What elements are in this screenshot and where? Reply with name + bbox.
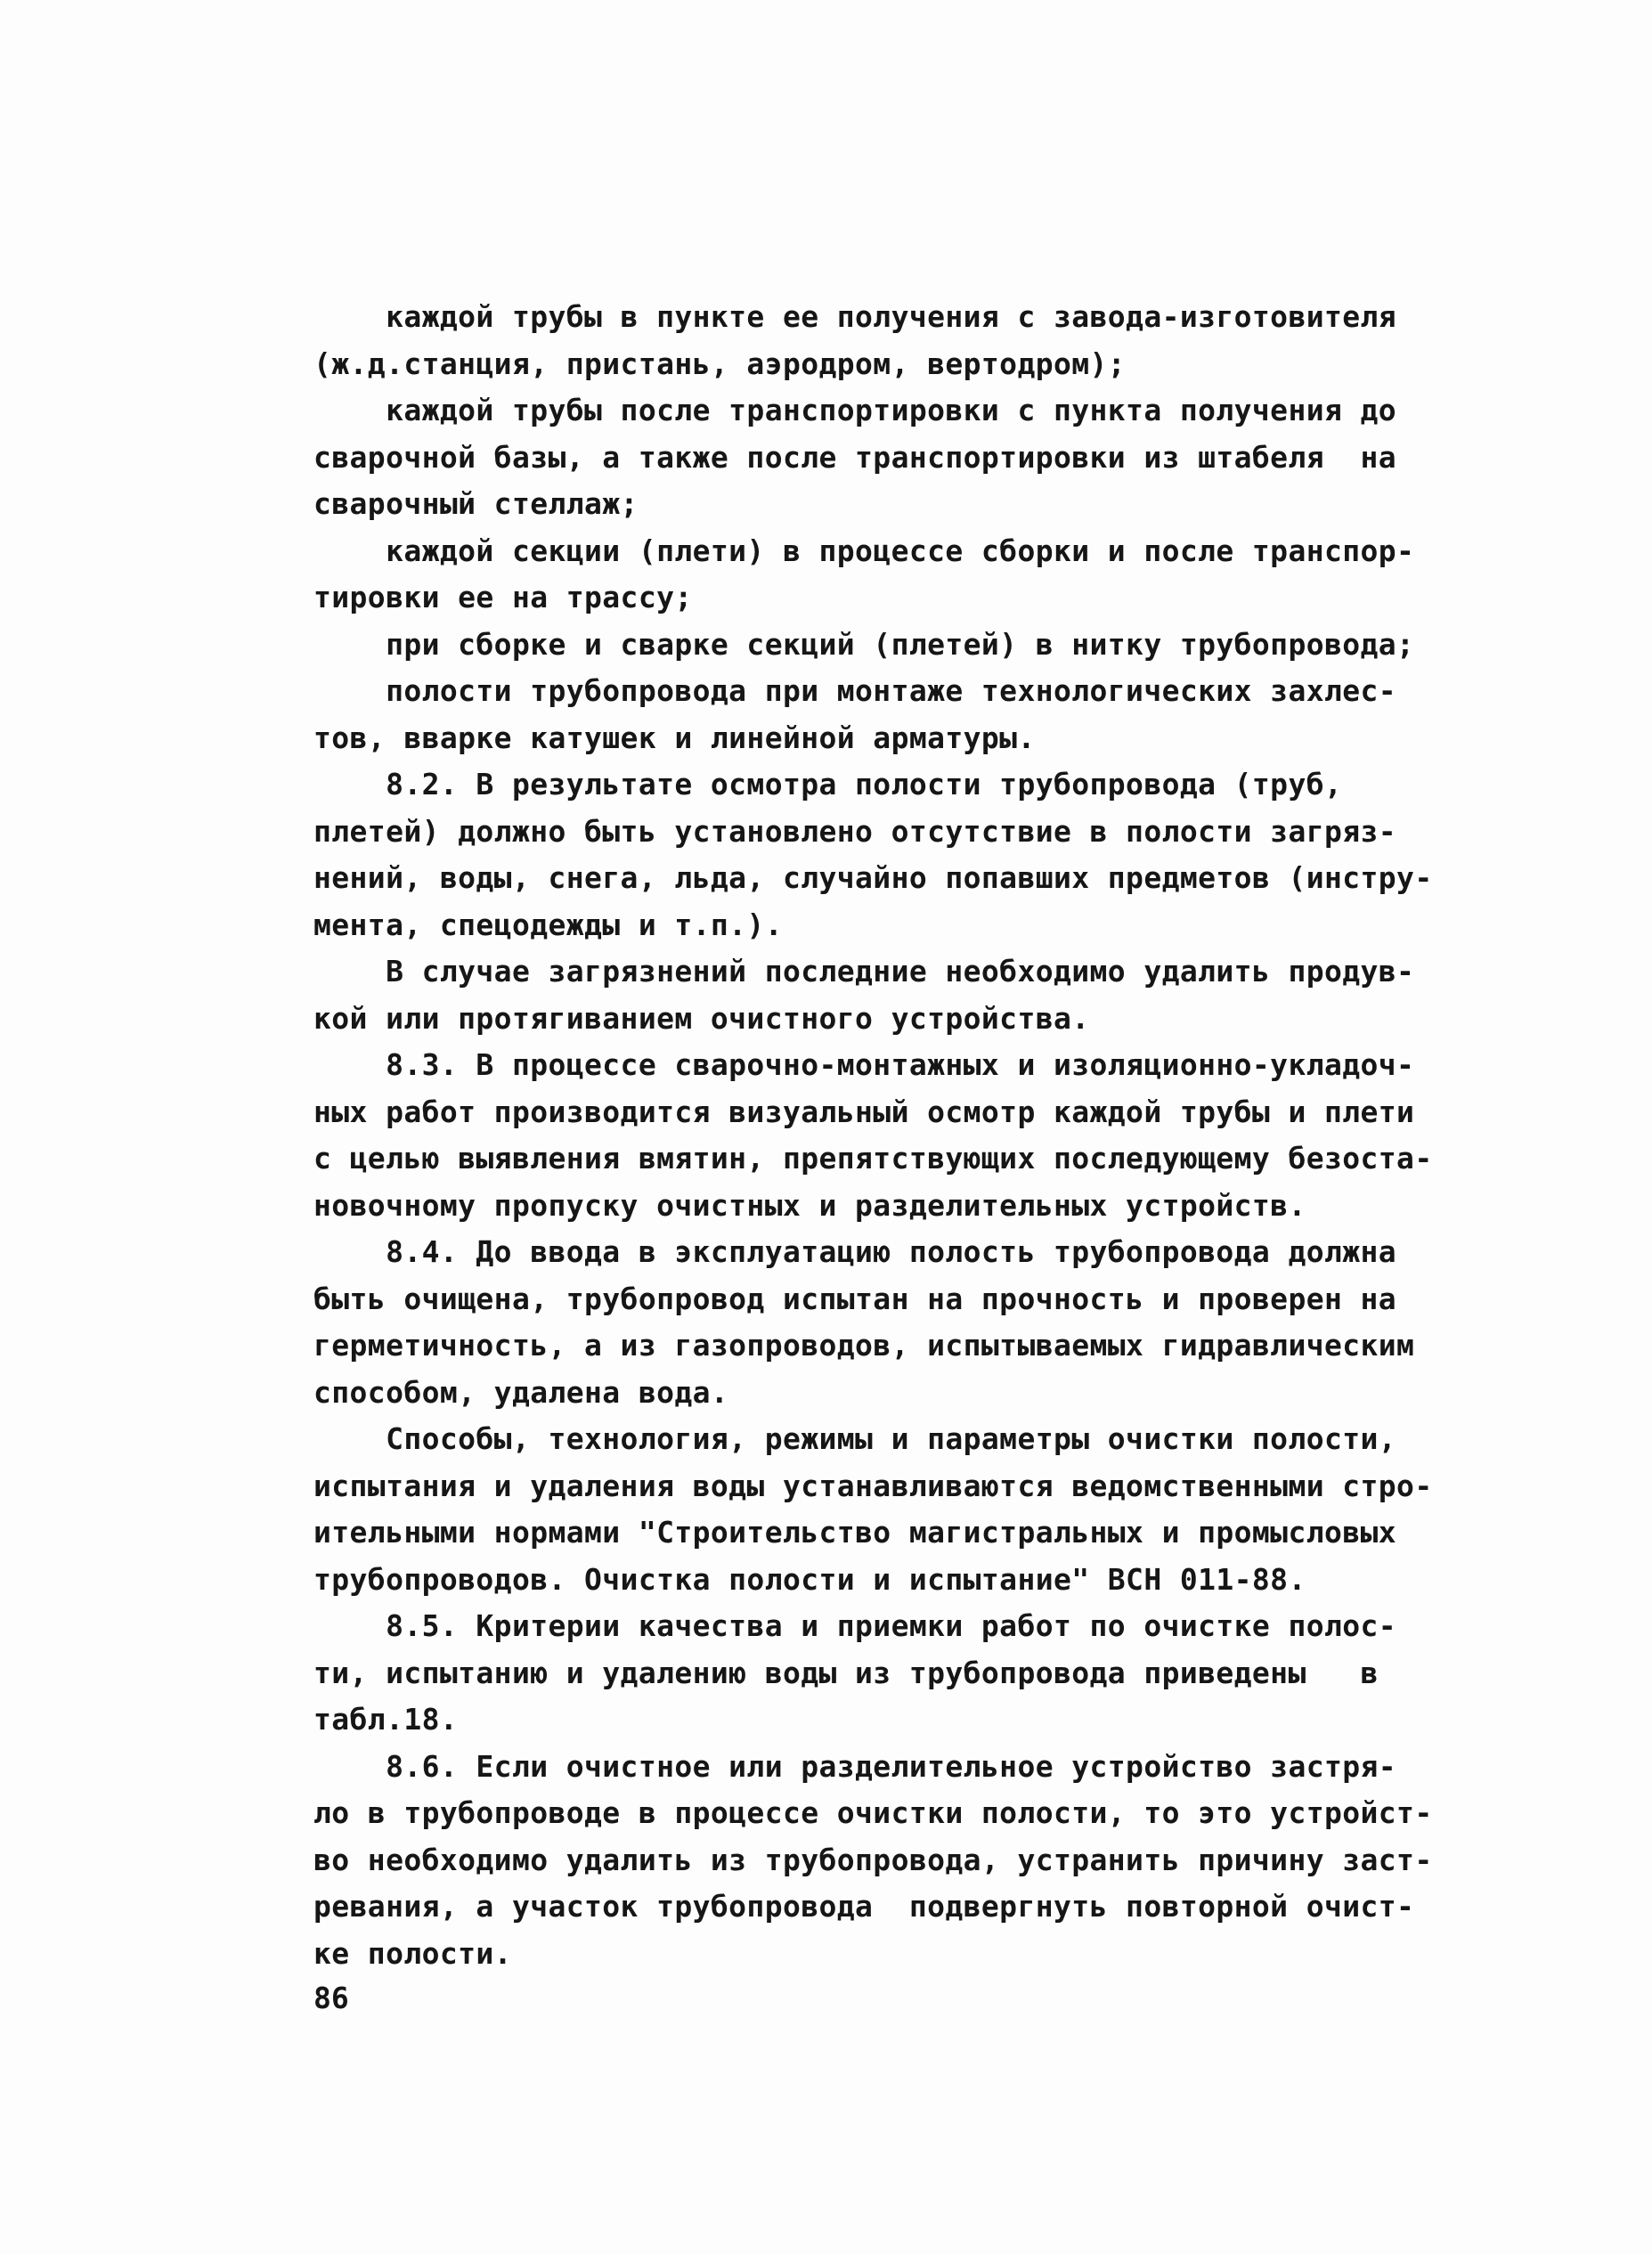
text-line: тов, вварке катушек и линейной арматуры. [313, 720, 1036, 755]
text-line: каждой трубы в пункте ее получения с завода-изготовителя [313, 299, 1397, 334]
text-line: табл.18. [313, 1702, 459, 1737]
text-line: ке полости. [313, 1935, 512, 1971]
text-line: В случае загрязнений последние необходимо удалить продув- [313, 954, 1415, 989]
text-line: трубопроводов. Очистка полости и испытание" ВСН 011-88. [313, 1561, 1306, 1597]
text-line: новочному пропуску очистных и разделительных устройств. [313, 1187, 1306, 1223]
text-line: каждой секции (плети) в процессе сборки и после транспор- [313, 533, 1415, 568]
text-line: 8.6. Если очистное или разделительное устройство застря- [313, 1748, 1397, 1784]
text-line: сварочной базы, а также после транспортировки из штабеля на [313, 439, 1397, 475]
page-number: 86 [313, 1981, 349, 2015]
text-line: тировки ее на трассу; [313, 580, 693, 614]
text-line: Способы, технология, режимы и параметры очистки полости, [313, 1421, 1397, 1456]
text-line: каждой трубы после транспортировки с пункта получения до [313, 393, 1397, 427]
text-line: нений, воды, снега, льда, случайно попавших предметов (инстру- [313, 860, 1433, 895]
text-line: ло в трубопроводе в процессе очистки полости, то это устройст- [313, 1795, 1433, 1830]
text-line: плетей) должно быть установлено отсутствие в полости загряз- [313, 813, 1397, 849]
text-line: с целью выявления вмятин, препятствующих последующему безоста- [313, 1141, 1433, 1176]
text-line: (ж.д.станция, пристань, аэродром, вертодром); [313, 346, 1127, 381]
text-line: мента, спецодежды и т.п.). [313, 907, 783, 942]
text-line: ных работ производится визуальный осмотр каждой трубы и плети [313, 1094, 1415, 1129]
text-line: при сборке и сварке секций (плетей) в нитку трубопровода; [313, 626, 1415, 662]
text-line: полости трубопровода при монтаже технологических захлес- [313, 673, 1397, 708]
text-line: способом, удалена вода. [313, 1374, 729, 1410]
text-line: 8.2. В результате осмотра полости трубопровода (труб, [313, 767, 1343, 802]
text-line: ительными нормами "Строительство магистральных и промысловых [313, 1515, 1397, 1550]
text-line: ти, испытанию и удалению воды из трубопровода приведены в [313, 1655, 1379, 1690]
text-line: во необходимо удалить из трубопровода, устранить причину заст- [313, 1842, 1433, 1877]
text-line: испытания и удаления воды устанавливаются ведомственными стро- [313, 1468, 1433, 1503]
text-line: кой или протягиванием очистного устройства. [313, 1000, 1090, 1036]
text-line: быть очищена, трубопровод испытан на прочность и проверен на [313, 1281, 1397, 1316]
text-line: 8.4. До ввода в эксплуатацию полость трубопровода должна [313, 1234, 1397, 1269]
text-line: герметичность, а из газопроводов, испытываемых гидравлическим [313, 1328, 1415, 1363]
text-line: сварочный стеллаж; [313, 486, 639, 521]
text-line: ревания, а участок трубопровода подвергнуть повторной очист- [313, 1889, 1415, 1924]
text-line: 8.3. В процессе сварочно-монтажных и изоляционно-укладоч- [313, 1047, 1415, 1082]
text-line: 8.5. Критерии качества и приемки работ по очистке полос- [313, 1608, 1397, 1643]
body-text [313, 294, 1462, 1977]
